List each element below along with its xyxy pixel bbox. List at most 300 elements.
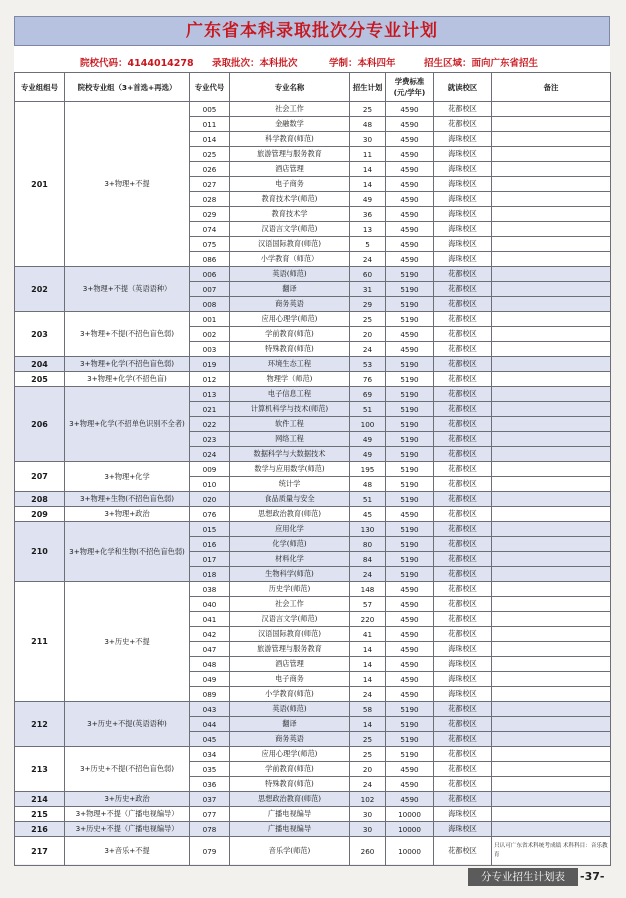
campus-cell: 海珠校区 — [434, 252, 492, 267]
group-name-cell: 3+物理+化学(不招色盲色弱) — [65, 357, 190, 372]
campus-cell: 花都校区 — [434, 117, 492, 132]
group-code-cell: 203 — [15, 312, 65, 357]
major-name-cell: 旅游管理与服务教育 — [230, 642, 350, 657]
plan-count-cell: 24 — [350, 777, 386, 792]
tuition-cell: 5190 — [386, 537, 434, 552]
major-name-cell: 生物科学(师范) — [230, 567, 350, 582]
table-row — [15, 387, 611, 402]
study-duration: 学制：本科四年 — [329, 58, 396, 69]
plan-count-cell: 14 — [350, 657, 386, 672]
plan-count-cell: 220 — [350, 612, 386, 627]
tuition-cell: 4590 — [386, 207, 434, 222]
major-code-cell: 005 — [190, 102, 230, 117]
tuition-cell: 4590 — [386, 672, 434, 687]
tuition-cell: 4590 — [386, 237, 434, 252]
group-name-cell: 3+物理+政治 — [65, 507, 190, 522]
plan-count-cell: 5 — [350, 237, 386, 252]
major-name-cell: 广播电视编导 — [230, 822, 350, 837]
major-name-cell: 翻译 — [230, 717, 350, 732]
note-cell — [492, 102, 611, 117]
major-code-cell: 034 — [190, 747, 230, 762]
note-cell — [492, 207, 611, 222]
major-name-cell: 英语(师范) — [230, 267, 350, 282]
group-code-cell: 216 — [15, 822, 65, 837]
tuition-cell: 4590 — [386, 627, 434, 642]
group-code-cell: 209 — [15, 507, 65, 522]
major-code-cell: 040 — [190, 597, 230, 612]
tuition-cell: 4590 — [386, 192, 434, 207]
note-cell — [492, 447, 611, 462]
tuition-cell: 5190 — [386, 402, 434, 417]
major-code-cell: 023 — [190, 432, 230, 447]
header-fee: 学费标准 (元/学年) — [386, 73, 434, 102]
major-code-cell: 022 — [190, 417, 230, 432]
major-name-cell: 小学教育(师范) — [230, 687, 350, 702]
note-cell — [492, 657, 611, 672]
campus-cell: 海珠校区 — [434, 822, 492, 837]
major-code-cell: 047 — [190, 642, 230, 657]
plan-count-cell: 25 — [350, 747, 386, 762]
note-cell — [492, 402, 611, 417]
tuition-cell: 5190 — [386, 552, 434, 567]
plan-count-cell: 53 — [350, 357, 386, 372]
group-code-cell: 201 — [15, 102, 65, 267]
tuition-cell: 4590 — [386, 582, 434, 597]
header-plan: 招生计划 — [350, 73, 386, 102]
plan-count-cell: 20 — [350, 762, 386, 777]
major-name-cell: 物理学（师范) — [230, 372, 350, 387]
plan-count-cell: 80 — [350, 537, 386, 552]
tuition-cell: 4590 — [386, 612, 434, 627]
plan-count-cell: 30 — [350, 807, 386, 822]
plan-count-cell: 24 — [350, 252, 386, 267]
tuition-cell: 4590 — [386, 657, 434, 672]
note-cell: 只认可广东省术科统考成绩 术科科目：音乐教育 — [492, 837, 611, 866]
note-cell — [492, 792, 611, 807]
major-code-cell: 020 — [190, 492, 230, 507]
plan-count-cell: 36 — [350, 207, 386, 222]
table-row — [15, 267, 611, 282]
major-code-cell: 074 — [190, 222, 230, 237]
group-code-cell: 210 — [15, 522, 65, 582]
tuition-cell: 4590 — [386, 777, 434, 792]
plan-count-cell: 14 — [350, 162, 386, 177]
table-row — [15, 507, 611, 522]
major-name-cell: 酒店管理 — [230, 162, 350, 177]
campus-cell: 花都校区 — [434, 522, 492, 537]
major-name-cell: 应用心理学(师范) — [230, 312, 350, 327]
note-cell — [492, 822, 611, 837]
group-code-cell: 214 — [15, 792, 65, 807]
campus-cell: 花都校区 — [434, 267, 492, 282]
major-name-cell: 材料化学 — [230, 552, 350, 567]
major-name-cell: 计算机科学与技术(师范) — [230, 402, 350, 417]
table-row — [15, 822, 611, 837]
header-group-name: 院校专业组（3+首选+再选） — [65, 73, 190, 102]
group-name-cell: 3+历史+不提（广播电视编导） — [65, 822, 190, 837]
campus-cell: 花都校区 — [434, 552, 492, 567]
plan-count-cell: 100 — [350, 417, 386, 432]
campus-cell: 花都校区 — [434, 747, 492, 762]
note-cell — [492, 642, 611, 657]
major-name-cell: 应用化学 — [230, 522, 350, 537]
table-header-row — [15, 73, 611, 102]
tuition-cell: 5190 — [386, 567, 434, 582]
major-code-cell: 012 — [190, 372, 230, 387]
major-name-cell: 酒店管理 — [230, 657, 350, 672]
major-name-cell: 电子商务 — [230, 672, 350, 687]
campus-cell: 花都校区 — [434, 102, 492, 117]
major-name-cell: 网络工程 — [230, 432, 350, 447]
plan-count-cell: 48 — [350, 477, 386, 492]
major-code-cell: 048 — [190, 657, 230, 672]
table-row — [15, 837, 611, 866]
group-name-cell: 3+物理+化学和生物(不招色盲色弱) — [65, 522, 190, 582]
major-code-cell: 018 — [190, 567, 230, 582]
header-group-code: 专业组组号 — [15, 73, 65, 102]
group-name-cell: 3+音乐+不提 — [65, 837, 190, 866]
note-cell — [492, 537, 611, 552]
major-code-cell: 049 — [190, 672, 230, 687]
major-code-cell: 001 — [190, 312, 230, 327]
plan-count-cell: 20 — [350, 327, 386, 342]
major-code-cell: 076 — [190, 507, 230, 522]
major-name-cell: 科学教育(师范) — [230, 132, 350, 147]
tuition-cell: 5190 — [386, 282, 434, 297]
campus-cell: 花都校区 — [434, 507, 492, 522]
group-name-cell: 3+物理+化学(不招色盲) — [65, 372, 190, 387]
plan-count-cell: 14 — [350, 717, 386, 732]
note-cell — [492, 342, 611, 357]
table-row — [15, 792, 611, 807]
table-row — [15, 462, 611, 477]
tuition-cell: 10000 — [386, 837, 434, 866]
note-cell — [492, 282, 611, 297]
major-name-cell: 软件工程 — [230, 417, 350, 432]
note-cell — [492, 267, 611, 282]
major-name-cell: 小学教育（师范） — [230, 252, 350, 267]
major-name-cell: 应用心理学(师范) — [230, 747, 350, 762]
campus-cell: 海珠校区 — [434, 192, 492, 207]
header-note: 备注 — [492, 73, 611, 102]
campus-cell: 花都校区 — [434, 462, 492, 477]
note-cell — [492, 417, 611, 432]
major-code-cell: 015 — [190, 522, 230, 537]
plan-count-cell: 25 — [350, 102, 386, 117]
plan-count-cell: 51 — [350, 402, 386, 417]
plan-count-cell: 13 — [350, 222, 386, 237]
tuition-cell: 5190 — [386, 432, 434, 447]
major-code-cell: 086 — [190, 252, 230, 267]
group-name-cell: 3+历史+不提 — [65, 582, 190, 702]
major-code-cell: 029 — [190, 207, 230, 222]
major-code-cell: 044 — [190, 717, 230, 732]
campus-cell: 花都校区 — [434, 282, 492, 297]
plan-count-cell: 130 — [350, 522, 386, 537]
group-code-cell: 208 — [15, 492, 65, 507]
major-code-cell: 043 — [190, 702, 230, 717]
plan-count-cell: 260 — [350, 837, 386, 866]
table-row — [15, 807, 611, 822]
plan-count-cell: 45 — [350, 507, 386, 522]
table-row — [15, 522, 611, 537]
major-code-cell: 008 — [190, 297, 230, 312]
group-name-cell: 3+历史+不提(不招色盲色弱) — [65, 747, 190, 792]
campus-cell: 花都校区 — [434, 582, 492, 597]
campus-cell: 花都校区 — [434, 702, 492, 717]
note-cell — [492, 117, 611, 132]
group-name-cell: 3+物理+不提（广播电视编导） — [65, 807, 190, 822]
major-name-cell: 汉语国际教育(师范) — [230, 237, 350, 252]
campus-cell: 花都校区 — [434, 777, 492, 792]
group-code-cell: 217 — [15, 837, 65, 866]
note-cell — [492, 192, 611, 207]
campus-cell: 海珠校区 — [434, 177, 492, 192]
plan-count-cell: 57 — [350, 597, 386, 612]
table-row — [15, 312, 611, 327]
tuition-cell: 5190 — [386, 447, 434, 462]
major-name-cell: 食品质量与安全 — [230, 492, 350, 507]
campus-cell: 花都校区 — [434, 537, 492, 552]
campus-cell: 海珠校区 — [434, 807, 492, 822]
plan-count-cell: 14 — [350, 177, 386, 192]
tuition-cell: 5190 — [386, 717, 434, 732]
note-cell — [492, 327, 611, 342]
major-code-cell: 007 — [190, 282, 230, 297]
campus-cell: 花都校区 — [434, 792, 492, 807]
major-code-cell: 078 — [190, 822, 230, 837]
campus-cell: 海珠校区 — [434, 642, 492, 657]
note-cell — [492, 507, 611, 522]
tuition-cell: 4590 — [386, 342, 434, 357]
major-code-cell: 079 — [190, 837, 230, 866]
tuition-cell: 4590 — [386, 252, 434, 267]
campus-cell: 花都校区 — [434, 567, 492, 582]
note-cell — [492, 162, 611, 177]
note-cell — [492, 582, 611, 597]
tuition-cell: 5190 — [386, 462, 434, 477]
group-name-cell: 3+物理+不提(不招色盲色弱) — [65, 312, 190, 357]
tuition-cell: 10000 — [386, 807, 434, 822]
major-code-cell: 075 — [190, 237, 230, 252]
group-code-cell: 204 — [15, 357, 65, 372]
major-code-cell: 037 — [190, 792, 230, 807]
plan-count-cell: 11 — [350, 147, 386, 162]
tuition-cell: 5190 — [386, 267, 434, 282]
school-info-bar — [14, 52, 610, 70]
plan-count-cell: 49 — [350, 192, 386, 207]
plan-count-cell: 14 — [350, 642, 386, 657]
group-code-cell: 212 — [15, 702, 65, 747]
plan-count-cell: 31 — [350, 282, 386, 297]
plan-count-cell: 30 — [350, 132, 386, 147]
note-cell — [492, 552, 611, 567]
plan-count-cell: 30 — [350, 822, 386, 837]
group-code-cell: 206 — [15, 387, 65, 462]
major-code-cell: 019 — [190, 357, 230, 372]
campus-cell: 花都校区 — [434, 762, 492, 777]
major-code-cell: 003 — [190, 342, 230, 357]
note-cell — [492, 387, 611, 402]
major-code-cell: 035 — [190, 762, 230, 777]
plan-count-cell: 29 — [350, 297, 386, 312]
plan-count-cell: 195 — [350, 462, 386, 477]
major-name-cell: 商务英语 — [230, 732, 350, 747]
major-name-cell: 汉语言文学(师范) — [230, 612, 350, 627]
table-row — [15, 357, 611, 372]
note-cell — [492, 807, 611, 822]
tuition-cell: 5190 — [386, 522, 434, 537]
major-code-cell: 024 — [190, 447, 230, 462]
group-code-cell: 202 — [15, 267, 65, 312]
note-cell — [492, 732, 611, 747]
note-cell — [492, 672, 611, 687]
plan-count-cell: 51 — [350, 492, 386, 507]
major-name-cell: 数据科学与大数据技术 — [230, 447, 350, 462]
tuition-cell: 5190 — [386, 387, 434, 402]
major-code-cell: 006 — [190, 267, 230, 282]
campus-cell: 海珠校区 — [434, 672, 492, 687]
plan-count-cell: 49 — [350, 447, 386, 462]
plan-count-cell: 148 — [350, 582, 386, 597]
campus-cell: 花都校区 — [434, 627, 492, 642]
note-cell — [492, 717, 611, 732]
major-code-cell: 042 — [190, 627, 230, 642]
note-cell — [492, 567, 611, 582]
tuition-cell: 4590 — [386, 327, 434, 342]
major-name-cell: 旅游管理与服务教育 — [230, 147, 350, 162]
note-cell — [492, 132, 611, 147]
campus-cell: 海珠校区 — [434, 147, 492, 162]
campus-cell: 海珠校区 — [434, 222, 492, 237]
tuition-cell: 4590 — [386, 222, 434, 237]
campus-cell: 花都校区 — [434, 477, 492, 492]
tuition-cell: 4590 — [386, 147, 434, 162]
note-cell — [492, 477, 611, 492]
header-major-name: 专业名称 — [230, 73, 350, 102]
plan-count-cell: 24 — [350, 687, 386, 702]
plan-count-cell: 76 — [350, 372, 386, 387]
note-cell — [492, 687, 611, 702]
major-code-cell: 021 — [190, 402, 230, 417]
note-cell — [492, 762, 611, 777]
campus-cell: 海珠校区 — [434, 162, 492, 177]
major-name-cell: 特殊教育(师范) — [230, 342, 350, 357]
campus-cell: 花都校区 — [434, 372, 492, 387]
note-cell — [492, 357, 611, 372]
plan-count-cell: 84 — [350, 552, 386, 567]
plan-count-cell: 69 — [350, 387, 386, 402]
note-cell — [492, 252, 611, 267]
plan-count-cell: 60 — [350, 267, 386, 282]
group-code-cell: 205 — [15, 372, 65, 387]
table-body — [15, 102, 611, 866]
plan-count-cell: 25 — [350, 732, 386, 747]
footer-label: 分专业招生计划表 — [468, 868, 578, 886]
major-name-cell: 历史学(师范) — [230, 582, 350, 597]
major-name-cell: 商务英语 — [230, 297, 350, 312]
campus-cell: 花都校区 — [434, 387, 492, 402]
plan-count-cell: 102 — [350, 792, 386, 807]
plan-count-cell: 14 — [350, 672, 386, 687]
major-code-cell: 013 — [190, 387, 230, 402]
table-row — [15, 492, 611, 507]
major-name-cell: 数学与应用数学(师范) — [230, 462, 350, 477]
tuition-cell: 4590 — [386, 162, 434, 177]
table-row — [15, 372, 611, 387]
tuition-cell: 5190 — [386, 477, 434, 492]
note-cell — [492, 747, 611, 762]
note-cell — [492, 462, 611, 477]
tuition-cell: 4590 — [386, 507, 434, 522]
note-cell — [492, 612, 611, 627]
tuition-cell: 5190 — [386, 492, 434, 507]
tuition-cell: 5190 — [386, 732, 434, 747]
plan-count-cell: 24 — [350, 342, 386, 357]
group-name-cell: 3+物理+不提 — [65, 102, 190, 267]
major-name-cell: 电子信息工程 — [230, 387, 350, 402]
major-name-cell: 思想政治教育(师范) — [230, 792, 350, 807]
major-code-cell: 045 — [190, 732, 230, 747]
major-code-cell: 011 — [190, 117, 230, 132]
major-name-cell: 金融数学 — [230, 117, 350, 132]
campus-cell: 花都校区 — [434, 297, 492, 312]
enrollment-region: 招生区域：面向广东省招生 — [424, 58, 539, 69]
major-name-cell: 学前教育(师范) — [230, 327, 350, 342]
campus-cell: 花都校区 — [434, 312, 492, 327]
campus-cell: 海珠校区 — [434, 132, 492, 147]
tuition-cell: 4590 — [386, 102, 434, 117]
note-cell — [492, 312, 611, 327]
major-name-cell: 广播电视编导 — [230, 807, 350, 822]
enrollment-plan-table — [14, 72, 611, 866]
major-name-cell: 特殊教育(师范) — [230, 777, 350, 792]
tuition-cell: 10000 — [386, 822, 434, 837]
campus-cell: 花都校区 — [434, 327, 492, 342]
plan-count-cell: 49 — [350, 432, 386, 447]
tuition-cell: 4590 — [386, 132, 434, 147]
plan-count-cell: 24 — [350, 567, 386, 582]
major-code-cell: 009 — [190, 462, 230, 477]
campus-cell: 花都校区 — [434, 417, 492, 432]
note-cell — [492, 432, 611, 447]
school-code: 院校代码：4144014278 — [80, 58, 194, 69]
major-code-cell: 028 — [190, 192, 230, 207]
header-campus: 就读校区 — [434, 73, 492, 102]
note-cell — [492, 597, 611, 612]
major-code-cell: 016 — [190, 537, 230, 552]
note-cell — [492, 222, 611, 237]
campus-cell: 花都校区 — [434, 492, 492, 507]
tuition-cell: 4590 — [386, 687, 434, 702]
tuition-cell: 5190 — [386, 297, 434, 312]
campus-cell: 海珠校区 — [434, 237, 492, 252]
group-name-cell: 3+物理+生物(不招色盲色弱) — [65, 492, 190, 507]
header-major-code: 专业代号 — [190, 73, 230, 102]
campus-cell: 海珠校区 — [434, 207, 492, 222]
tuition-cell: 4590 — [386, 117, 434, 132]
group-name-cell: 3+历史+不提(英语语种) — [65, 702, 190, 747]
tuition-cell: 4590 — [386, 597, 434, 612]
group-code-cell: 207 — [15, 462, 65, 492]
plan-count-cell: 41 — [350, 627, 386, 642]
major-name-cell: 翻译 — [230, 282, 350, 297]
campus-cell: 花都校区 — [434, 432, 492, 447]
campus-cell: 海珠校区 — [434, 687, 492, 702]
major-code-cell: 038 — [190, 582, 230, 597]
note-cell — [492, 777, 611, 792]
plan-count-cell: 48 — [350, 117, 386, 132]
